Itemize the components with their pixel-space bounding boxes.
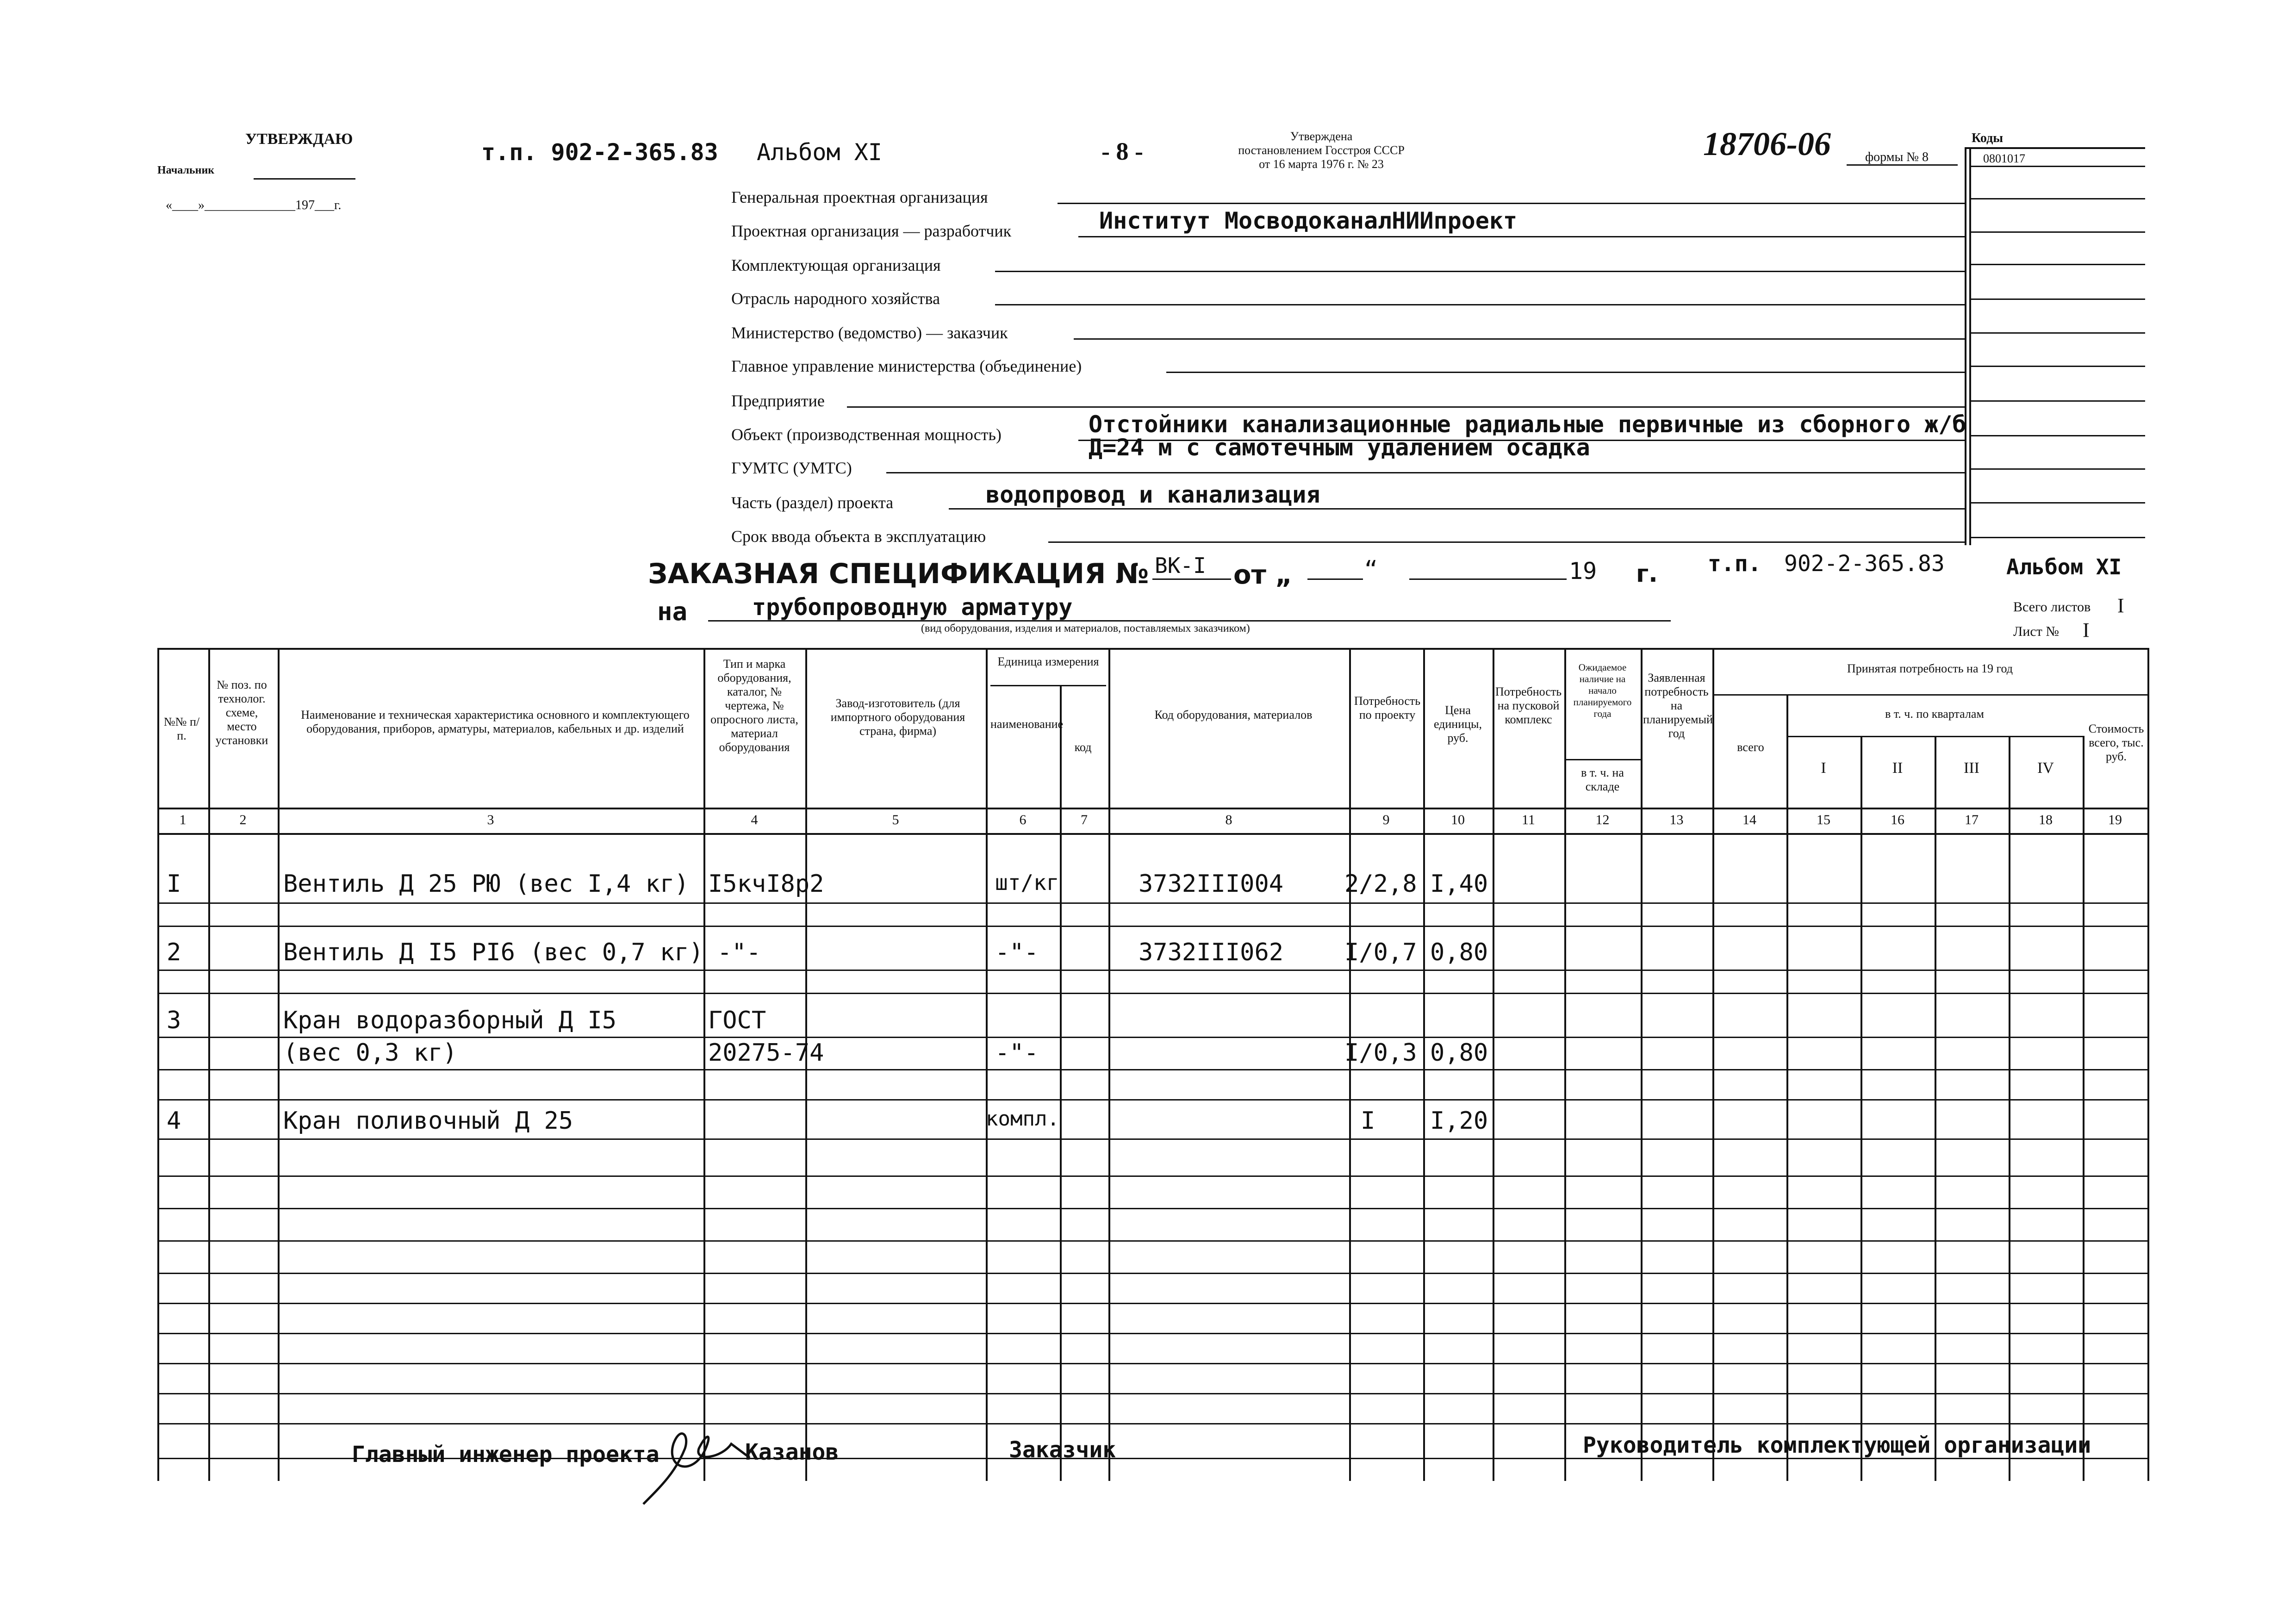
column-divider-13 [1641,648,1643,1481]
row-2-price: 0,80 [1430,939,1488,966]
approve-date-line: «____»______________197___г. [166,198,342,212]
col-17-header: III [1964,759,1979,777]
page-number: - 8 - [1101,137,1143,165]
row-divider-16 [157,1393,2147,1394]
org-label-enterprise: Предприятие [731,392,825,410]
codes-row-10 [1969,468,2145,470]
col-12-header: Ожидаемое наличие на начало планируемого года [1573,662,1632,719]
row-1-unit: шт/кг [995,870,1059,895]
spec-subject: трубопроводную арматуру [752,594,1073,621]
sheets-total: I [2117,594,2124,617]
row-3-qty: I/0,3 [1344,1039,1417,1067]
column-number-13: 13 [1669,812,1684,827]
org-label-ministry: Министерство (ведомство) — заказчик [731,323,1008,342]
codes-row-2 [1969,198,2145,199]
column-divider-14 [1712,648,1714,1481]
row-divider-14 [157,1333,2147,1334]
spec-tp-number: 902-2-365.83 [1784,551,1945,577]
footer-head: Руководитель комплектующей организации [1583,1432,2091,1458]
col-14-header: всего [1737,740,1764,754]
row-divider-17 [157,1423,2147,1424]
row-2-unit: -"- [995,939,1039,966]
org-value-object: Отстойники канализационные радиальные первичные из сборного ж/б [1089,411,1966,438]
spec-on: на [657,597,688,626]
row-divider-4 [157,993,2147,994]
col-15-header: I [1821,759,1826,777]
column-number-7: 7 [1081,812,1088,827]
chief-label: Начальник [157,164,215,176]
column-divider-11 [1493,648,1494,1481]
column-number-9: 9 [1382,812,1390,827]
row-1-number: I [167,870,181,898]
org-label-completing: Комплектующая организация [731,256,941,274]
stock-sub-line [1564,759,1641,760]
org-line-gumts [886,472,1965,473]
column-number-6: 6 [1019,812,1027,827]
org-label-developer: Проектная организация — разработчик [731,222,1012,240]
row-3-price: 0,80 [1430,1039,1488,1067]
spec-g: г. [1636,560,1658,588]
column-divider-7 [1060,685,1062,1481]
signature-mark [634,1416,759,1509]
column-number-5: 5 [892,812,899,827]
org-label-general: Генеральная проектная организация [731,188,988,206]
row-3-unit: -"- [995,1039,1039,1067]
spec-year: 19 [1569,558,1597,585]
row-1-qty: 2/2,8 [1344,870,1417,898]
org-label-industry: Отрасль народного хозяйства [731,289,940,308]
row-2-name: Вентиль Д I5 РI6 (вес 0,7 кг) [283,939,703,966]
codes-row-8 [1969,400,2145,402]
row-2-code: 3732III062 [1139,939,1284,966]
column-number-3: 3 [487,812,494,827]
org-label-main-directorate: Главное управление министерства (объединение) [731,357,1082,375]
row-divider-2 [157,926,2147,927]
column-number-11: 11 [1522,812,1535,827]
row-divider-5 [157,1037,2147,1038]
row-1-price: I,40 [1430,870,1488,898]
row-1-code: 3732III004 [1139,870,1284,898]
row-4-unit: компл. [986,1107,1059,1131]
spec-number: ВК-I [1155,553,1206,578]
row-divider-8 [157,1138,2147,1140]
row-divider-12 [157,1273,2147,1274]
column-divider-8 [1108,648,1110,1481]
row-2-qty: I/0,7 [1344,939,1417,966]
org-line-industry [995,304,1965,305]
approved-by-line-2: постановлением Госстроя СССР [1238,143,1405,157]
column-divider-3 [278,648,280,1481]
codes-row-1 [1969,166,2145,167]
row-divider-1 [157,902,2147,904]
column-divider-16 [1860,736,1862,1481]
column-divider-18 [2009,736,2010,1481]
org-value-developer: Институт МосводоканалНИИпроект [1099,207,1518,234]
row-1-name: Вентиль Д 25 РЮ (вес I,4 кг) [283,870,689,898]
row-3-name: Кран водоразборный Д I5 [283,1007,617,1034]
col-4-header: Тип и марка оборудования, каталог, № чертежа, № опросного листа, материал оборудования [710,657,798,754]
column-number-10: 10 [1451,812,1465,827]
org-line-enterprise [847,406,1965,408]
row-1-type: I5кчI8р2 [708,870,824,898]
row-divider-6 [157,1069,2147,1070]
colnum-bottom-line [157,833,2147,835]
col-12b-header: в т. ч. на складе [1581,766,1624,793]
codes-row-11 [1969,502,2145,504]
codes-row-9 [1969,435,2145,436]
sheets-total-label: Всего листов [2013,599,2091,615]
footer-chief-name: Казанов [745,1439,839,1465]
codes-row-3 [1969,231,2145,233]
col-1-header: №№ п/п. [163,715,200,742]
column-number-15: 15 [1817,812,1830,827]
column-divider-10 [1423,648,1425,1481]
quarters-group-header: в т. ч. по кварталам [1885,707,1984,721]
spec-tp: т.п. [1708,551,1761,577]
handwritten-number: 18706-06 [1703,125,1831,162]
spec-title: ЗАКАЗНАЯ СПЕЦИФИКАЦИЯ № [648,558,1149,590]
org-line-ministry [1074,338,1965,340]
accepted-group-line [1712,694,2147,696]
col-19-header: Стоимость всего, тыс. руб. [2088,722,2144,763]
org-line-section [949,508,1965,510]
spec-subject-line [708,620,1671,622]
column-number-17: 17 [1965,812,1979,827]
unit-group-header: Единица измерения [997,655,1099,668]
codes-box-top [1965,147,2145,149]
album-top: Альбом XI [757,139,882,166]
col-2-header: № поз. по технолог. схеме, место установки [215,678,268,747]
column-number-2: 2 [239,812,247,827]
table-top-line [157,648,2147,650]
footer-chief-engineer: Главный инженер проекта [352,1442,660,1468]
codes-row-6 [1969,332,2145,334]
column-number-1: 1 [179,812,187,827]
column-divider-19 [2083,736,2084,1481]
column-number-14: 14 [1742,812,1756,827]
codes-row-4 [1969,264,2145,265]
org-value-gumts: Д=24 м с самотечным удалением осадка [1089,434,1590,461]
column-divider-4 [703,648,705,1481]
column-divider-1 [157,648,159,1481]
org-line-completing [995,271,1965,272]
codes-box-left [1965,147,1966,545]
row-2-type: -"- [717,939,761,966]
row-divider-9 [157,1175,2147,1177]
approved-by-line-1: Утверждена [1290,130,1353,143]
chief-underline [254,178,355,180]
codes-row-7 [1969,366,2145,367]
col-16-header: II [1892,759,1903,777]
footer-customer: Заказчик [1009,1437,1116,1463]
row-divider-10 [157,1208,2147,1209]
row-3-number: 3 [167,1007,181,1034]
col-9-header: Потребность по проекту [1354,694,1421,721]
spec-month-line [1409,578,1567,580]
column-divider-6 [986,648,988,1481]
org-line-main-directorate [1166,372,1965,373]
sheet-label: Лист № [2013,624,2059,639]
org-label-section: Часть (раздел) проекта [731,493,894,512]
col-5-header: Завод-изготовитель (для импортного оборудования страна, фирма) [830,696,965,738]
row-4-price: I,20 [1430,1107,1488,1135]
column-number-16: 16 [1891,812,1904,827]
org-value-section: водопровод и канализация [986,481,1320,508]
column-number-19: 19 [2108,812,2122,827]
row-3-type: ГОСТ [708,1007,766,1034]
org-line-general [1058,203,1965,204]
col-13-header: Заявленная потребность на планируемый год [1643,671,1713,740]
row-4-name: Кран поливочный Д 25 [283,1107,573,1135]
org-line-deadline [1048,541,1965,543]
column-divider-17 [1935,736,1936,1481]
col-11-header: Потребность на пусковой комплекс [1495,685,1562,726]
col-6-header: наименование [990,717,1064,731]
column-divider-2 [208,648,210,1481]
accepted-group-header: Принятая потребность на 19 год [1847,662,2013,675]
row-4-number: 4 [167,1107,181,1135]
header-bottom-line [157,808,2147,809]
codes-row-12 [1969,537,2145,538]
codes-row-5 [1969,298,2145,300]
col-8-header: Код оборудования, материалов [1154,708,1313,721]
approved-by-line-3: от 16 марта 1976 г. № 23 [1259,157,1384,171]
row-divider-7 [157,1099,2147,1101]
tp-number-top: т.п. 902-2-365.83 [481,139,718,166]
row-3-type-2: 20275-74 [708,1039,824,1067]
spec-from: от „ [1233,560,1293,590]
approve-label: УТВЕРЖДАЮ [245,131,353,148]
codes-label: Коды [1972,131,2004,145]
org-line-developer [1078,236,1965,237]
col-18-header: IV [2037,759,2054,777]
approved-by-block [1213,130,1430,171]
row-divider-3 [157,970,2147,971]
spec-number-underline [1152,578,1231,580]
code-value: 0801017 [1983,152,2025,165]
spec-day-line [1307,578,1363,580]
column-number-8: 8 [1225,812,1232,827]
spec-subject-caption: (вид оборудования, изделия и материалов, поставляемых заказчиком) [921,622,1250,634]
spec-album: Альбом XI [2006,554,2122,579]
row-2-number: 2 [167,939,181,966]
row-divider-13 [157,1303,2147,1304]
spec-quote-close: “ [1364,555,1378,585]
col-3-header: Наименование и техническая характеристика основного и комплектующего оборудования, приборов, арматуры, материалов, кабельных и др. изделий [301,708,690,735]
column-number-18: 18 [2039,812,2053,827]
row-4-qty: I [1361,1107,1375,1135]
org-label-gumts: ГУМТС (УМТС) [731,459,852,477]
form-label: формы № 8 [1865,150,1929,164]
row-divider-15 [157,1363,2147,1364]
col-7-header: код [1074,740,1092,754]
org-label-object: Объект (производственная мощность) [731,425,1002,444]
column-divider-12 [1564,648,1566,1481]
row-divider-11 [157,1240,2147,1242]
col-10-header: Цена единицы, руб. [1433,703,1482,745]
column-divider-20 [2147,648,2149,1481]
sheet-number: I [2083,619,2090,641]
column-number-12: 12 [1595,812,1610,827]
column-number-4: 4 [751,812,758,827]
codes-box-left-2 [1969,147,1971,545]
org-label-deadline: Срок ввода объекта в эксплуатацию [731,527,986,546]
unit-group-line [990,685,1106,686]
row-3-name-2: (вес 0,3 кг) [283,1039,457,1067]
